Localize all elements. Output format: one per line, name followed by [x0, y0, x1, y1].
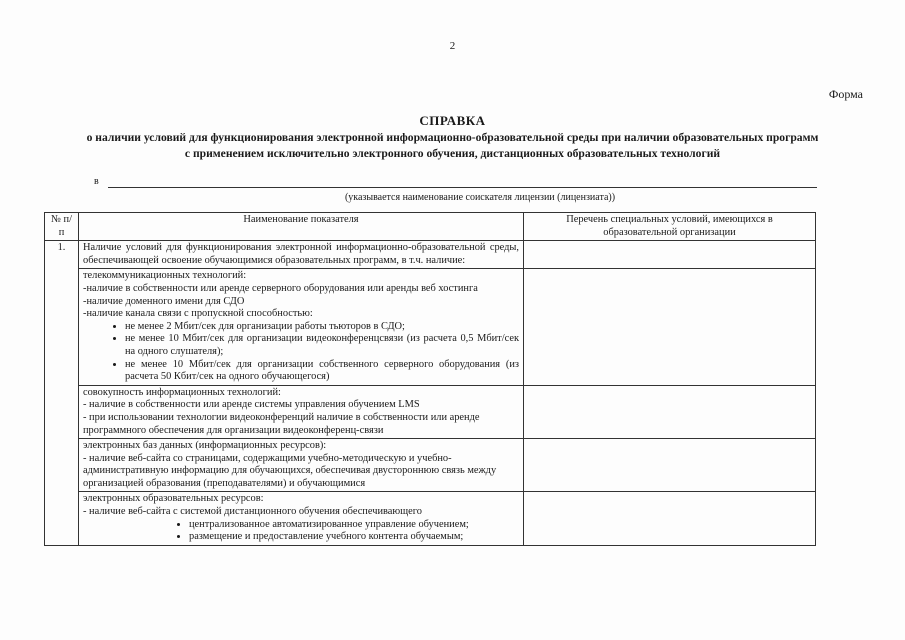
header-num: № п/п	[45, 213, 79, 241]
telecom-line: -наличие канала связи с пропускной способностью:	[83, 308, 313, 320]
infotech-heading: совокупность информационных технологий:	[83, 386, 281, 398]
eresources-bullet-list	[83, 519, 519, 544]
infotech-line: - наличие в собственности или аренде системы управления обучением LMS	[83, 399, 420, 411]
form-label: Форма	[828, 87, 863, 101]
row-list-cell[interactable]	[524, 439, 816, 492]
table-row	[45, 492, 816, 545]
table-row	[45, 269, 816, 385]
conditions-table	[44, 212, 816, 546]
infotech-line: - при использовании технологии видеоконференций наличие в собственности или аренде программного обеспечения для организации видеоконференц-связи	[83, 411, 480, 436]
eresources-heading: электронных образовательных ресурсов:	[83, 493, 264, 505]
telecom-heading: телекоммуникационных технологий:	[83, 270, 247, 282]
telecom-line: -наличие доменного имени для СДО	[83, 295, 245, 307]
document-subtitle-line2: с применением исключительно электронного обучения, дистанционных образовательных технологий	[184, 147, 721, 160]
title-block	[30, 113, 875, 161]
table-row	[45, 385, 816, 438]
row-list-cell[interactable]	[524, 492, 816, 545]
row-list-cell[interactable]	[524, 269, 816, 385]
applicant-field[interactable]	[94, 176, 817, 190]
row-list-cell[interactable]	[524, 385, 816, 438]
applicant-caption: (указывается наименование соискателя лицензии (лицензиата))	[344, 192, 616, 203]
applicant-underline	[108, 187, 817, 188]
row-list-cell[interactable]	[524, 241, 816, 269]
table-row	[45, 439, 816, 492]
telecom-cell	[79, 269, 524, 385]
header-list: Перечень специальных условий, имеющихся в образовательной организации	[524, 213, 816, 241]
document-title: СПРАВКА	[419, 113, 486, 128]
list-item: • не менее 10 Мбит/сек для организации видеоконференцсвязи (из расчета 0,5 Мбит/сек на одного слушателя);	[125, 333, 519, 358]
table-row	[45, 241, 816, 269]
databases-cell	[79, 439, 524, 492]
telecom-bullet-list	[83, 321, 519, 384]
page-number: 2	[449, 40, 456, 52]
row-name-cell: Наличие условий для функционирования электронной информационно-образовательной среды, обеспечивающей освоение обучающимися образовательных программ, в т.ч. наличие:	[79, 241, 524, 269]
table-header-row	[45, 213, 816, 241]
document-subtitle-line1: о наличии условий для функционирования электронной информационно-образовательной среды при наличии образовательных программ	[86, 131, 819, 144]
list-item: • размещение и предоставление учебного контента обучаемым;	[189, 531, 519, 544]
telecom-line: -наличие в собственности или аренде серверного оборудования или аренды веб хостинга	[83, 282, 478, 294]
databases-line: - наличие веб-сайта со страницами, содержащими учебно-методическую и учебно-административную информацию для обучающихся, обеспечивая двустороннюю связь между организацией образования (преподавателями) и обучающимися	[83, 452, 497, 489]
list-item: • не менее 10 Мбит/сек для организации собственного серверного оборудования (из расчета 50 Кбит/сек на одного обучающегося)	[125, 359, 519, 384]
eresources-line: - наличие веб-сайта с системой дистанционного обучения обеспечивающего	[83, 506, 422, 518]
row-number: 1.	[45, 241, 79, 546]
eresources-cell	[79, 492, 524, 545]
databases-heading: электронных баз данных (информационных ресурсов):	[83, 440, 327, 452]
header-name: Наименование показателя	[79, 213, 524, 241]
list-item: • не менее 2 Мбит/сек для организации работы тьюторов в СДО;	[125, 321, 519, 334]
list-item: • централизованное автоматизированное управление обучением;	[189, 519, 519, 532]
infotech-cell	[79, 385, 524, 438]
applicant-prefix: в	[94, 176, 99, 187]
